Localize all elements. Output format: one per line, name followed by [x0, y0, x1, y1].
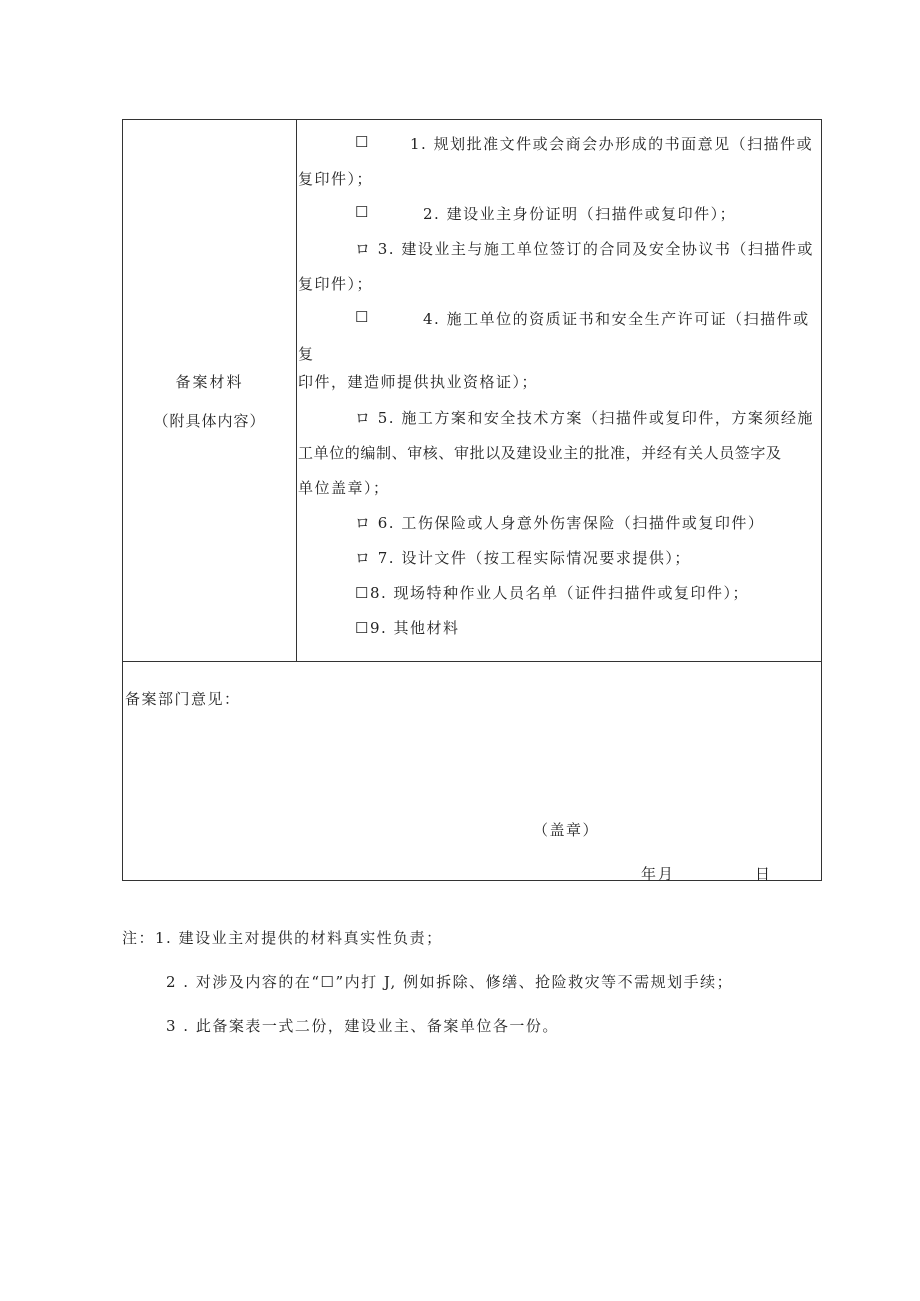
item5-text: ロ 5. 施工方案和安全技术方案（扫描件或复印件，方案须经施 [355, 409, 814, 427]
opinion-row [123, 662, 821, 883]
item2-text: 2. 建设业主身份证明（扫描件或复印件）； [423, 205, 737, 223]
item6-text: ロ 6. 工伤保险或人身意外伤害保险（扫描件或复印件） [355, 514, 765, 532]
item4-text: 4. 施工单位的资质证书和安全生产许可证（扫描件或 [423, 310, 810, 328]
item1-continuation: 复印件）； [298, 170, 374, 188]
item5-continuation-2: 单位盖章）； [298, 479, 390, 497]
item1-text: 1. 规划批准文件或会商会办形成的书面意见（扫描件或 [410, 135, 814, 153]
item3-text: ロ 3. 建设业主与施工单位签订的合同及安全协议书（扫描件或 [355, 240, 814, 258]
date-year-month: 年月 [641, 865, 676, 883]
seal-label: （盖章） [533, 821, 600, 839]
note-3: 3 . 此备案表一式二份，建设业主、备案单位各一份。 [166, 1017, 559, 1035]
materials-label-cell [123, 120, 297, 661]
materials-label: 备案材料 [175, 373, 244, 391]
filing-form-table [122, 119, 822, 881]
materials-list [297, 120, 821, 661]
item9-text: ☐9. 其他材料 [355, 619, 460, 637]
note-1: 注：1. 建设业主对提供的材料真实性负责； [122, 929, 443, 947]
note-2: 2 . 对涉及内容的在“☐”内打 J, 例如拆除、修缮、抢险救灾等不需规划手续； [166, 973, 734, 991]
item4-checkbox[interactable]: ☐ [355, 308, 370, 326]
item5-continuation-1: 工单位的编制、审核、审批以及建设业主的批准，并经有关人员签字及 [298, 444, 782, 462]
item4-continuation-1: 复 [298, 345, 315, 363]
opinion-label: 备案部门意见： [125, 690, 241, 708]
item2-checkbox[interactable]: ☐ [355, 203, 370, 221]
item3-continuation: 复印件）； [298, 275, 374, 293]
date-day: 日 [755, 865, 771, 883]
item1-checkbox[interactable]: ☐ [355, 133, 370, 151]
item4-continuation-2: 印件，建造师提供执业资格证）； [298, 373, 539, 391]
materials-sublabel: （附具体内容） [153, 412, 266, 430]
item7-text: ロ 7. 设计文件（按工程实际情况要求提供）； [355, 549, 691, 567]
item8-text: ☐8. 现场特种作业人员名单（证件扫描件或复印件）； [355, 584, 750, 602]
materials-row [123, 120, 821, 662]
